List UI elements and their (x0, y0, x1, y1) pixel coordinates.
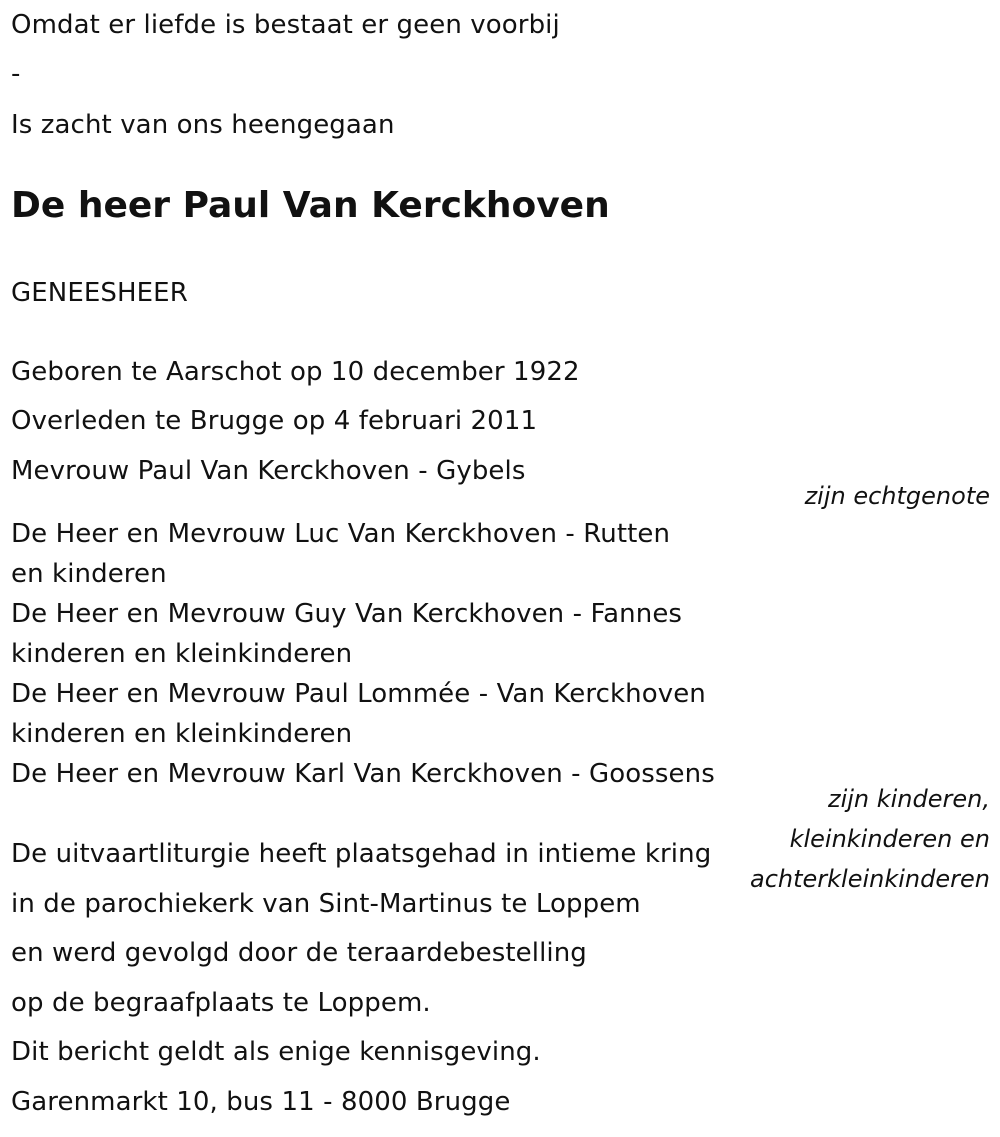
intro-separator: - (11, 59, 21, 89)
spouse-role: zijn echtgenote (804, 482, 990, 510)
funeral-line-5: Dit bericht geldt als enige kennisgeving. (11, 1037, 541, 1067)
children-line-6: kinderen en kleinkinderen (11, 719, 353, 749)
funeral-line-1: De uitvaartliturgie heeft plaatsgehad in intieme kring (11, 839, 712, 869)
children-role-line-2: kleinkinderen en (789, 825, 990, 853)
death-line: Overleden te Brugge op 4 februari 2011 (11, 406, 538, 436)
children-role-line-3: achterkleinkinderen (750, 865, 990, 893)
children-line-2: en kinderen (11, 559, 167, 589)
address: Garenmarkt 10, bus 11 - 8000 Brugge (11, 1087, 511, 1117)
intro-quote: Omdat er liefde is bestaat er geen voorbij (11, 10, 560, 40)
deceased-profession: GENEESHEER (11, 278, 188, 308)
children-line-5: De Heer en Mevrouw Paul Lommée - Van Kerckhoven (11, 679, 706, 709)
funeral-line-4: op de begraafplaats te Loppem. (11, 988, 431, 1018)
children-role-line-1: zijn kinderen, (827, 785, 990, 813)
intro-announcement: Is zacht van ons heengegaan (11, 110, 395, 140)
funeral-line-2: in de parochiekerk van Sint-Martinus te Loppem (11, 889, 641, 919)
spouse-name: Mevrouw Paul Van Kerckhoven - Gybels (11, 456, 526, 486)
children-line-7: De Heer en Mevrouw Karl Van Kerckhoven - Goossens (11, 759, 715, 789)
deceased-name: De heer Paul Van Kerckhoven (11, 185, 610, 226)
funeral-line-3: en werd gevolgd door de teraardebestelling (11, 938, 587, 968)
children-role (750, 779, 990, 899)
children-line-4: kinderen en kleinkinderen (11, 639, 353, 669)
birth-line: Geboren te Aarschot op 10 december 1922 (11, 357, 580, 387)
children-line-1: De Heer en Mevrouw Luc Van Kerckhoven - Rutten (11, 519, 671, 549)
children-line-3: De Heer en Mevrouw Guy Van Kerckhoven - Fannes (11, 599, 683, 629)
